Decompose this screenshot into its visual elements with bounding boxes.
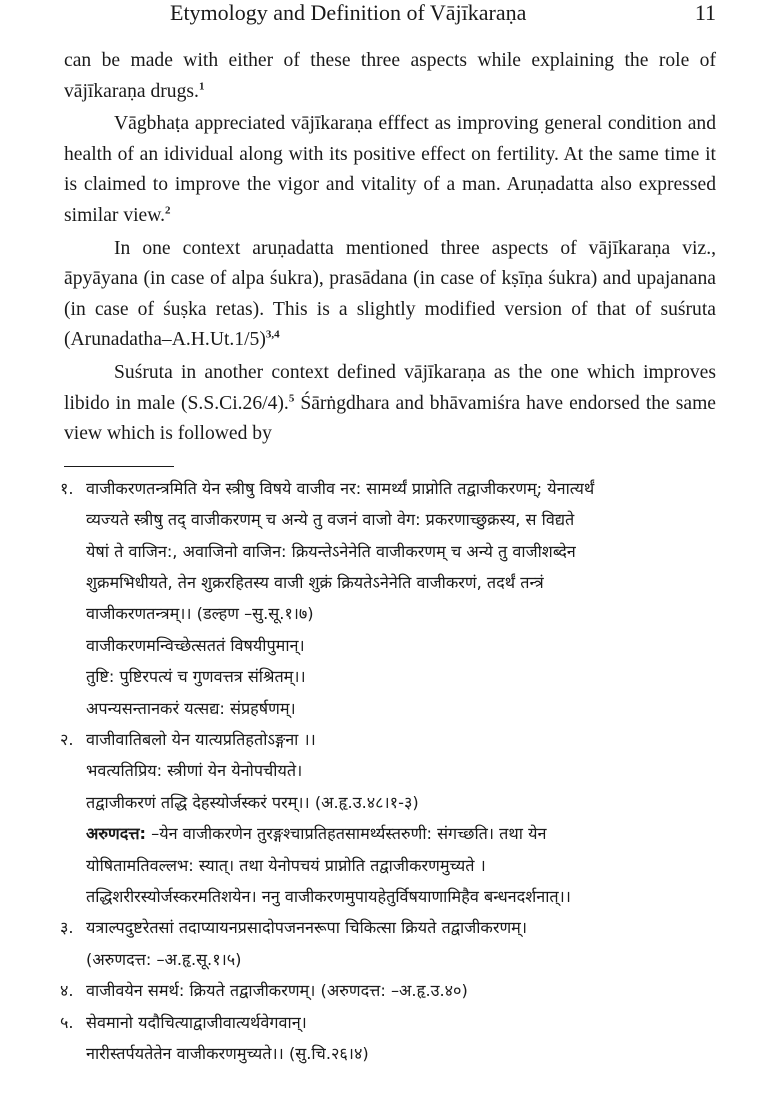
main-text [64, 46, 716, 450]
footnote-number: ३. [60, 918, 74, 938]
page-number: 11 [694, 0, 716, 25]
footnote-line: वाजीकरणतन्त्रम्।। (डल्हण –सु.सू.१।७) [86, 604, 314, 624]
footnote-number: १. [60, 478, 74, 498]
footnote-divider [64, 466, 174, 467]
footnote-number: ४. [60, 981, 74, 1001]
footnote-verse-line: सेवमानो यदौचित्याद्वाजीवात्यर्थवेगवान्। [86, 1012, 307, 1032]
commentator-label: अरुणदत्त: [86, 824, 147, 844]
footnote-5 [60, 1007, 716, 1070]
footnote-commentary-line: अरुणदत्त: –येन वाजीकरणेन तुरङ्गश्चाप्रतिहतसामर्थ्यस्तरुणी: संगच्छति। तथा येन [86, 824, 547, 844]
footnote-ref-3-4: 3,4 [265, 328, 280, 341]
page-header [64, 0, 716, 34]
footnote-verse-line: भवत्यतिप्रिय: स्त्रीणां येन येनोपचीयते। [86, 761, 303, 781]
footnote-verse-line: तद्वाजीकरणं तद्धि देहस्योर्जस्करं परम्।। (अ.हृ.उ.४८।१-३) [86, 792, 419, 812]
footnote-line: योषितामतिवल्लभ: स्यात्। तथा येनोपचयं प्राप्नोति तद्वाजीकरणमुच्यते । [86, 855, 486, 875]
footnote-verse-line: नारीस्तर्पयतेतेन वाजीकरणमुच्यते।। (सु.चि.२६।४) [86, 1044, 369, 1064]
footnote-line: वाजीकरणतन्त्रमिति येन स्त्रीषु विषये वाजीव नर: सामर्थ्यं प्राप्नोति तद्वाजीकरणम्; येनात्यर्थं [86, 478, 595, 498]
footnote-ref-2: 2 [165, 204, 171, 217]
footnote-4 [60, 975, 716, 1006]
footnotes [60, 473, 716, 1070]
footnote-line: शुक्रमभिधीयते, तेन शुक्ररहितस्य वाजी शुक्रं क्रियतेऽनेनेति वाजीकरणं, तदर्थं तन्त्रं [86, 572, 544, 592]
footnote-ref-1: 1 [198, 80, 205, 93]
footnote-line: तद्धिशरीरस्योर्जस्करमतिशयेन। ननु वाजीकरणमुपायहेतुर्विषयाणामिहैव बन्धनदर्शनात्।। [86, 887, 571, 906]
footnote-line: येषां ते वाजिन:, अवाजिनो वाजिन: क्रियन्तेऽनेनेति वाजीकरणम् च अन्ये तु वाजीशब्देन [86, 541, 576, 561]
book-page [60, 0, 716, 1069]
footnote-1 [60, 473, 716, 724]
footnote-line: व्यज्यते स्त्रीषु तद् वाजीकरणम् च अन्ये तु वजनं वाजो वेग: प्रकरणाच्छुक्रस्य, स विद्यते [86, 510, 575, 530]
footnote-number: ५. [60, 1012, 74, 1032]
paragraph-4: Suśruta in another context defined vājīkaraṇa as the one which improves libido in male (S.S.Ci.26/4).$^5$ Śārṅgdhara and bhāvamiśra have endorsed the same view which is followed by [64, 361, 716, 445]
running-title: Etymology and Definition of Vājīkaraṇa [170, 0, 527, 25]
footnote-verse-line: वाजीकरणमन्विच्छेत्सततं विषयीपुमान्। [86, 635, 305, 655]
paragraph-2: Vāgbhaṭa appreciated vājīkaraṇa efffect as improving general condition and health of an idividual along with its positive effect on fertility. At the same time it is claimed to improve the vigor and vitality of a man. Aruṇadatta also expressed similar view.$^2$ [64, 113, 716, 226]
footnote-line: वाजीवयेन समर्थ: क्रियते तद्वाजीकरणम्। (अरुणदत्त: –अ.हृ.उ.४०) [86, 981, 468, 1001]
footnote-number: २. [60, 729, 74, 749]
paragraph-1: can be made with either of these three aspects while explaining the role of vājīkaraṇa drugs.$^1$ [64, 50, 716, 102]
footnote-ref-5: 5 [288, 392, 295, 404]
footnote-3 [60, 912, 716, 975]
footnote-verse-line: वाजीवातिबलो येन यात्यप्रतिहतोऽङ्गना ।। [86, 729, 316, 749]
footnote-2 [60, 724, 716, 912]
footnote-verse-line: अपन्यसन्तानकरं यत्सद्य: संप्रहर्षणम्। [86, 698, 296, 718]
footnote-line: (अरुणदत्त: –अ.हृ.सू.१।५) [86, 949, 242, 969]
footnote-verse-line: तुष्टि: पुष्टिरपत्यं च गुणवत्तत्र संश्रितम्।। [86, 667, 306, 687]
footnote-line: यत्राल्पदुष्टरेतसां तदाप्यायनप्रसादोपजननरूपा चिकित्सा क्रियते तद्वाजीकरणम्। [86, 918, 527, 938]
paragraph-3: In one context aruṇadatta mentioned three aspects of vājīkaraṇa viz., āpyāyana (in case of alpa śukra), prasādana (in case of kṣīṇa śukra) and upajanana (in case of śuṣka retas). This is a slightly modified version of that of suśruta (Arunadatha–A.H.Ut.1/5)$^{3,4}$ [64, 237, 716, 351]
